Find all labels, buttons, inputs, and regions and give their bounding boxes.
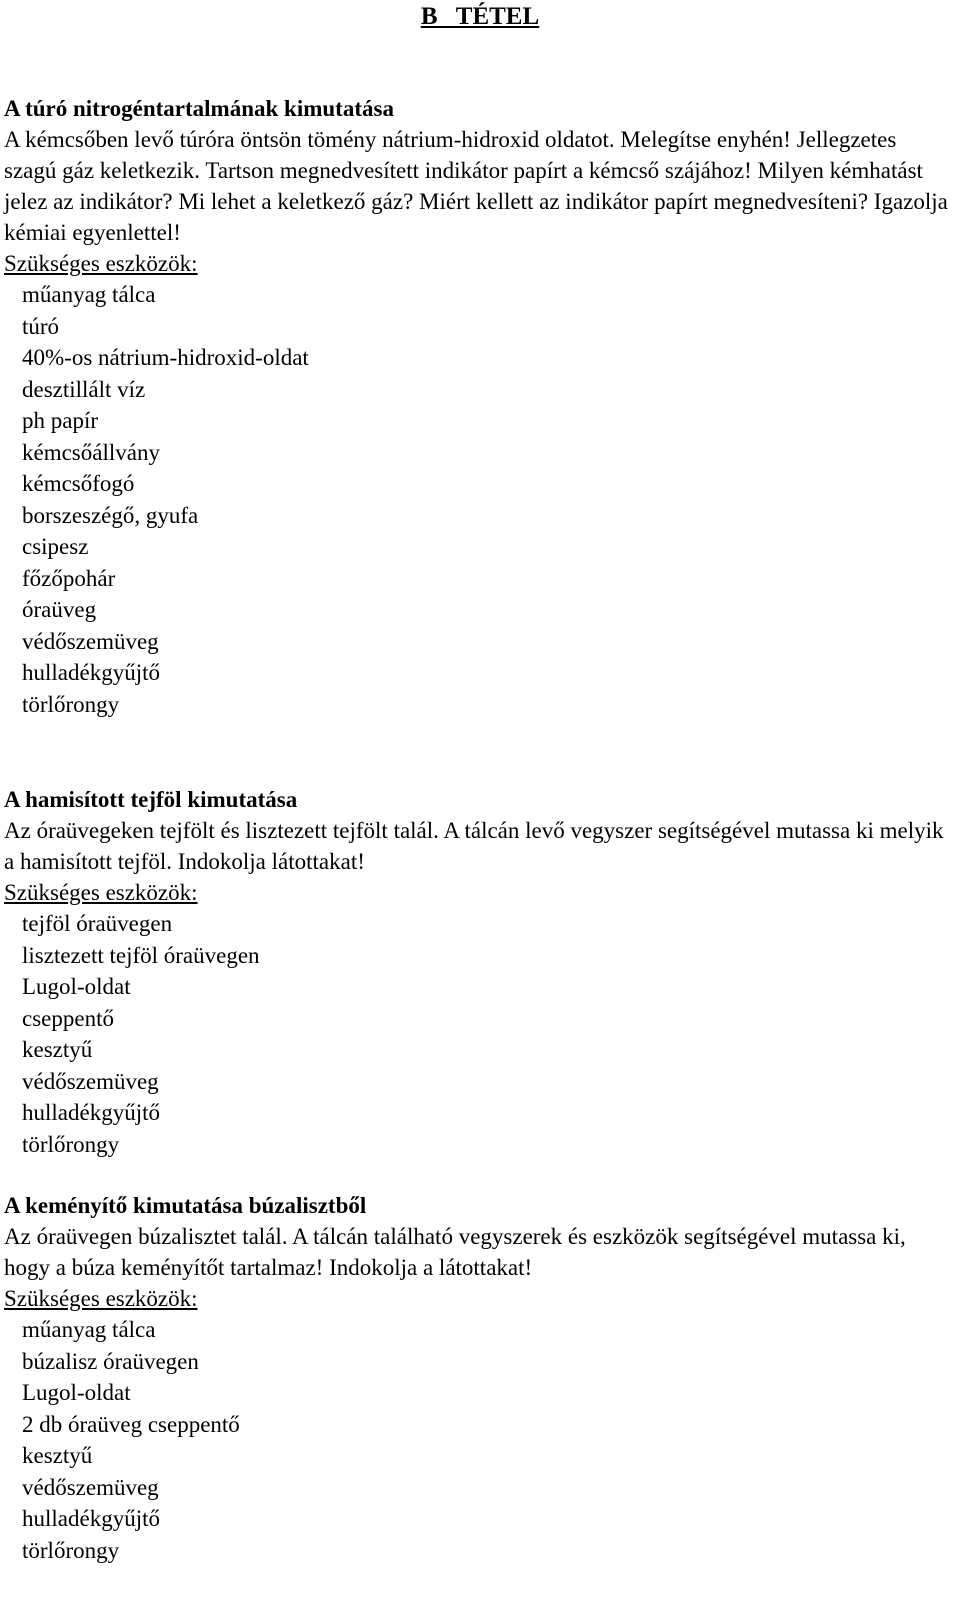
section-title: A túró nitrogéntartalmának kimutatása: [4, 96, 394, 121]
tools-list: [4, 1314, 954, 1566]
section-instructions: Az óraüvegeken tejfölt és lisztezett tejfölt talál. A tálcán levő vegyszer segítségével mutassa ki melyik a hamisított tejföl. Indokolja látottakat!: [4, 818, 944, 874]
section-instructions: Az óraüvegen búzalisztet talál. A tálcán található vegyszerek és eszközök segítségével mutassa ki, hogy a búza keményítőt tartalmaz! Indokolja a látottakat!: [4, 1224, 906, 1280]
section-title: A keményítő kimutatása búzalisztből: [4, 1193, 367, 1218]
tool-item: védőszemüveg: [22, 1474, 159, 1500]
tool-item: 2 db óraüveg cseppentő: [22, 1411, 240, 1437]
tools-list: [4, 908, 954, 1160]
tool-item: törlőrongy: [22, 1537, 120, 1563]
tool-item: óraüveg: [22, 597, 97, 622]
document-title: B TÉTEL: [420, 3, 540, 30]
tool-item: borszeszégő, gyufa: [22, 502, 199, 528]
tool-item: kémcsőállvány: [22, 439, 160, 465]
tool-item: lisztezett tejföl óraüvegen: [22, 942, 260, 968]
section-title: A hamisított tejföl kimutatása: [4, 787, 298, 812]
section-nitrogen-test: [4, 93, 954, 720]
section-adulterated-sour-cream: [4, 784, 954, 1160]
tool-item: kesztyű: [22, 1037, 93, 1062]
tool-item: csipesz: [22, 534, 89, 559]
tool-item: desztillált víz: [22, 376, 146, 402]
tool-item: műanyag tálca: [22, 282, 156, 307]
tool-item: ph papír: [22, 408, 99, 433]
tool-item: kesztyű: [22, 1443, 93, 1468]
tools-label: Szükséges eszközök:: [4, 1286, 198, 1311]
tools-list: [4, 279, 954, 720]
tool-item: Lugol-oldat: [22, 1380, 131, 1405]
tool-item: túró: [22, 313, 60, 339]
tool-item: törlőrongy: [22, 1131, 120, 1157]
section-starch-test: [4, 1190, 954, 1566]
tool-item: védőszemüveg: [22, 1068, 159, 1094]
tool-item: műanyag tálca: [22, 1317, 156, 1342]
tool-item: hulladékgyűjtő: [22, 1506, 160, 1531]
section-instructions: A kémcsőben levő túróra öntsön tömény nátrium-hidroxid oldatot. Melegítse enyhén! Jellegzetes szagú gáz keletkezik. Tartson megnedvesített indikátor papírt a kémcső szájához! Milyen kémhatást jelez az indikátor? Mi lehet a keletkező gáz? Miért kellett az indikátor papírt megnedvesíteni? Igazolja kémiai egyenlettel!: [4, 127, 948, 245]
tool-item: hulladékgyűjtő: [22, 1100, 160, 1125]
tool-item: kémcsőfogó: [22, 471, 135, 496]
tool-item: 40%-os nátrium-hidroxid-oldat: [22, 345, 309, 370]
tool-item: hulladékgyűjtő: [22, 660, 160, 685]
tool-item: cseppentő: [22, 1005, 114, 1031]
tools-label: Szükséges eszközök:: [4, 880, 198, 905]
tool-item: védőszemüveg: [22, 628, 159, 654]
tool-item: törlőrongy: [22, 691, 120, 717]
tools-label: Szükséges eszközök:: [4, 251, 198, 276]
tool-item: főzőpohár: [22, 565, 116, 591]
tool-item: búzalisz óraüvegen: [22, 1348, 199, 1374]
tool-item: tejföl óraüvegen: [22, 911, 173, 936]
tool-item: Lugol-oldat: [22, 974, 131, 999]
